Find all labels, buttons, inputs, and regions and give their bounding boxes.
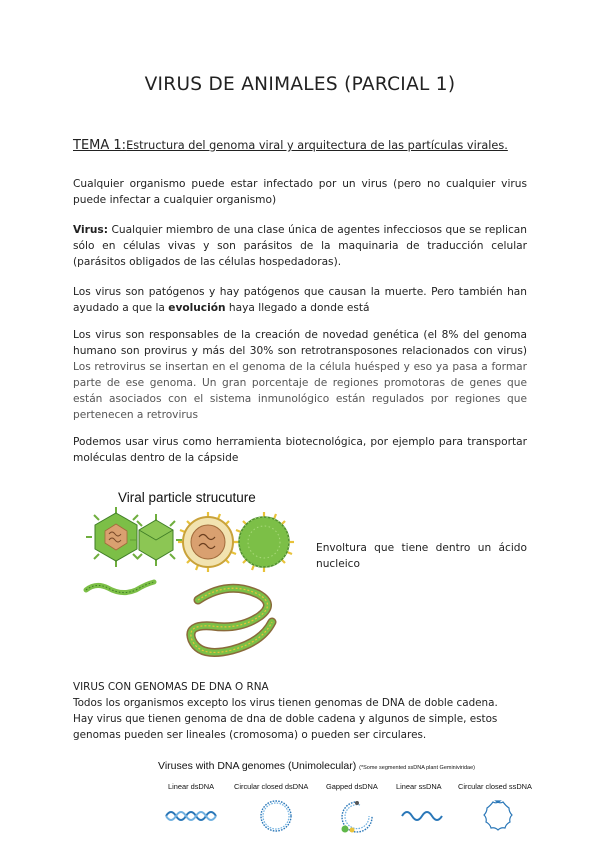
label-gapped-dsdna: Gapped dsDNA	[326, 782, 378, 791]
viral-particle-illustration	[78, 490, 300, 662]
paragraph-virus-definition	[73, 222, 527, 270]
topic-label: TEMA 1:	[73, 138, 127, 153]
linear-dsdna-diagram	[166, 812, 216, 820]
topic-heading	[73, 138, 533, 153]
gapped-dsdna-diagram	[342, 801, 373, 833]
label-linear-dsdna: Linear dsDNA	[168, 782, 215, 791]
circular-dsdna-diagram	[261, 801, 291, 831]
retrovirus-text: Los retrovirus se insertan en el genoma de la célula huésped y eso ya pasa a formar parte de ese genoma. Un gran porcentaje de regiones promotoras de genes que están asociados con el sistema inmunológico están regulados por regiones que pertenecen a retrovirus	[73, 361, 527, 421]
section-line-2: Hay virus que tienen genoma de dna de doble cadena y algunos de simple, estos genomas pueden ser lineales (cromosoma) o pueden ser circulares.	[73, 713, 498, 741]
section-heading: VIRUS CON GENOMAS DE DNA O RNA	[73, 681, 269, 693]
label-linear-ssdna: Linear ssDNA	[396, 782, 442, 791]
dna-figure-note: (*Some segmented ssDNA plant Geminiviridae)	[359, 765, 475, 771]
linear-ssdna-diagram	[402, 812, 442, 820]
topic-text: Estructura del genoma viral y arquitectura de las partículas virales.	[126, 139, 508, 152]
dna-genomes-figure	[158, 760, 540, 848]
enveloped-virus-cutaway	[178, 512, 238, 572]
dna-figure-title	[158, 760, 475, 772]
page-title: VIRUS DE ANIMALES (PARCIAL 1)	[144, 74, 456, 95]
pathogens-text-a: Los virus son patógenos y hay patógenos que causan la muerte. Pero también han ayudado a que la	[73, 286, 527, 314]
figure-caption: Envoltura que tiene dentro un ácido nucleico	[316, 542, 527, 570]
paragraph-genetic-novelty	[73, 327, 527, 423]
virus-definition-text: Cualquier miembro de una clase única de agentes infecciosos que se replican sólo en células vivas y son parásitos de la maquinaria de traducción celular (parásitos obligados de las células hospedadoras).	[73, 224, 527, 268]
genetic-novelty-text: Los virus son responsables de la creación de novedad genética (el 8% del genoma humano son provirus y más del 30% son retrotransposones relacionados con virus)	[73, 329, 527, 357]
paragraph-biotech: Podemos usar virus como herramienta biotecnológica, por ejemplo para transportar moléculas dentro de la cápside	[73, 436, 527, 464]
dna-rna-section	[73, 679, 527, 743]
dna-figure-title-text: Viruses with DNA genomes (Unimolecular)	[158, 760, 357, 772]
helical-filament	[86, 582, 154, 593]
filamentous-virus	[191, 588, 272, 652]
label-circular-closed-ssdna: Circular closed ssDNA	[458, 782, 532, 791]
evolution-term: evolución	[168, 302, 226, 314]
figure-title: Viral particle strucuture	[118, 490, 256, 505]
viral-particle-figure	[78, 490, 300, 662]
icosahedral-virus	[130, 514, 182, 566]
section-line-1: Todos los organismos excepto los virus tienen genomas de DNA de doble cadena.	[73, 697, 498, 709]
pathogens-text-b: haya llegado a donde está	[225, 302, 370, 314]
enveloped-virus	[234, 512, 294, 572]
paragraph-organisms: Cualquier organismo puede estar infectado por un virus (pero no cualquier virus puede infectar a cualquier organismo)	[73, 178, 527, 206]
dna-genome-diagrams	[158, 792, 540, 848]
circular-ssdna-diagram	[484, 801, 512, 830]
paragraph-pathogens	[73, 284, 527, 316]
virus-term: Virus:	[73, 224, 108, 236]
label-circular-closed-dsdna: Circular closed dsDNA	[234, 782, 309, 791]
